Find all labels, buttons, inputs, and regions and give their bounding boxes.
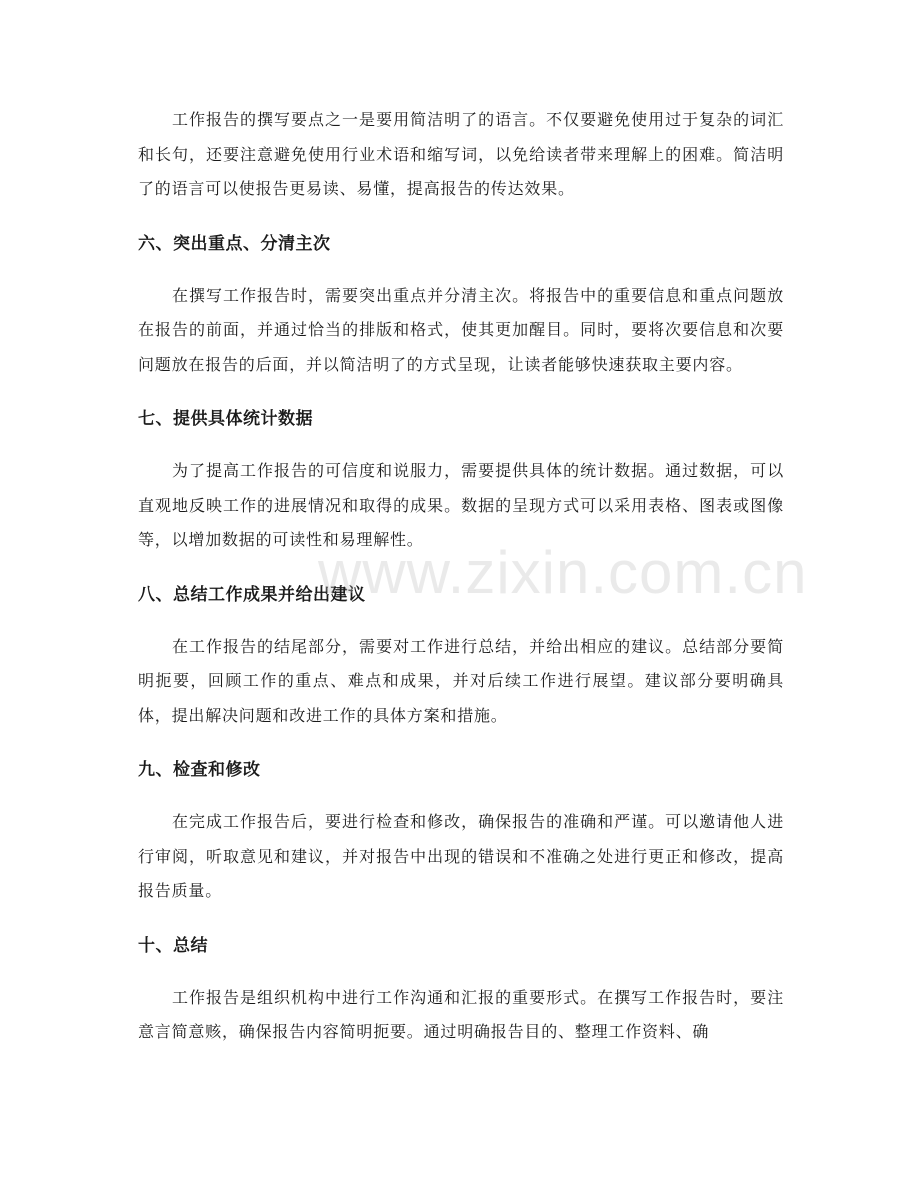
section-body-10: 工作报告是组织机构中进行工作沟通和汇报的重要形式。在撰写工作报告时，要注意言简意赅，确保报告内容简明扼要。通过明确报告目的、整理工作资料、确 — [138, 987, 784, 1041]
section-body-6: 在撰写工作报告时，需要突出重点并分清主次。将报告中的重要信息和重点问题放在报告的前面，并通过恰当的排版和格式，使其更加醒目。同时，要将次要信息和次要问题放在报告的后面，并以简洁明了的方式呈现，让读者能够快速获取主要内容。 — [138, 285, 784, 374]
intro-paragraph: 工作报告的撰写要点之一是要用简洁明了的语言。不仅要避免使用过于复杂的词汇和长句，还要注意避免使用行业术语和缩写词，以免给读者带来理解上的困难。简洁明了的语言可以使报告更易读、易懂，提高报告的传达效果。 — [138, 110, 784, 198]
section-body-9: 在完成工作报告后，要进行检查和修改，确保报告的准确和严谨。可以邀请他人进行审阅，听取意见和建议，并对报告中出现的错误和不准确之处进行更正和修改，提高报告质量。 — [138, 812, 784, 900]
document-body — [138, 103, 784, 1050]
section-heading-8: 八、总结工作成果并给出建议 — [138, 584, 366, 605]
section-heading-7: 七、提供具体统计数据 — [138, 409, 313, 429]
watermark: www.zixin.com.cn — [318, 539, 808, 606]
section-heading-10: 十、总结 — [138, 935, 208, 956]
section-body-8: 在工作报告的结尾部分，需要对工作进行总结，并给出相应的建议。总结部分要简明扼要，回顾工作的重点、难点和成果，并对后续工作进行展望。建议部分要明确具体，提出解决问题和改进工作的具体方案和措施。 — [138, 636, 784, 725]
section-body-7: 为了提高工作报告的可信度和说服力，需要提供具体的统计数据。通过数据，可以直观地反映工作的进展情况和取得的成果。数据的呈现方式可以采用表格、图表或图像等，以增加数据的可读性和易理解性。 — [138, 461, 784, 549]
section-heading-6: 六、突出重点、分清主次 — [138, 233, 331, 254]
section-heading-9: 九、检查和修改 — [138, 760, 261, 780]
